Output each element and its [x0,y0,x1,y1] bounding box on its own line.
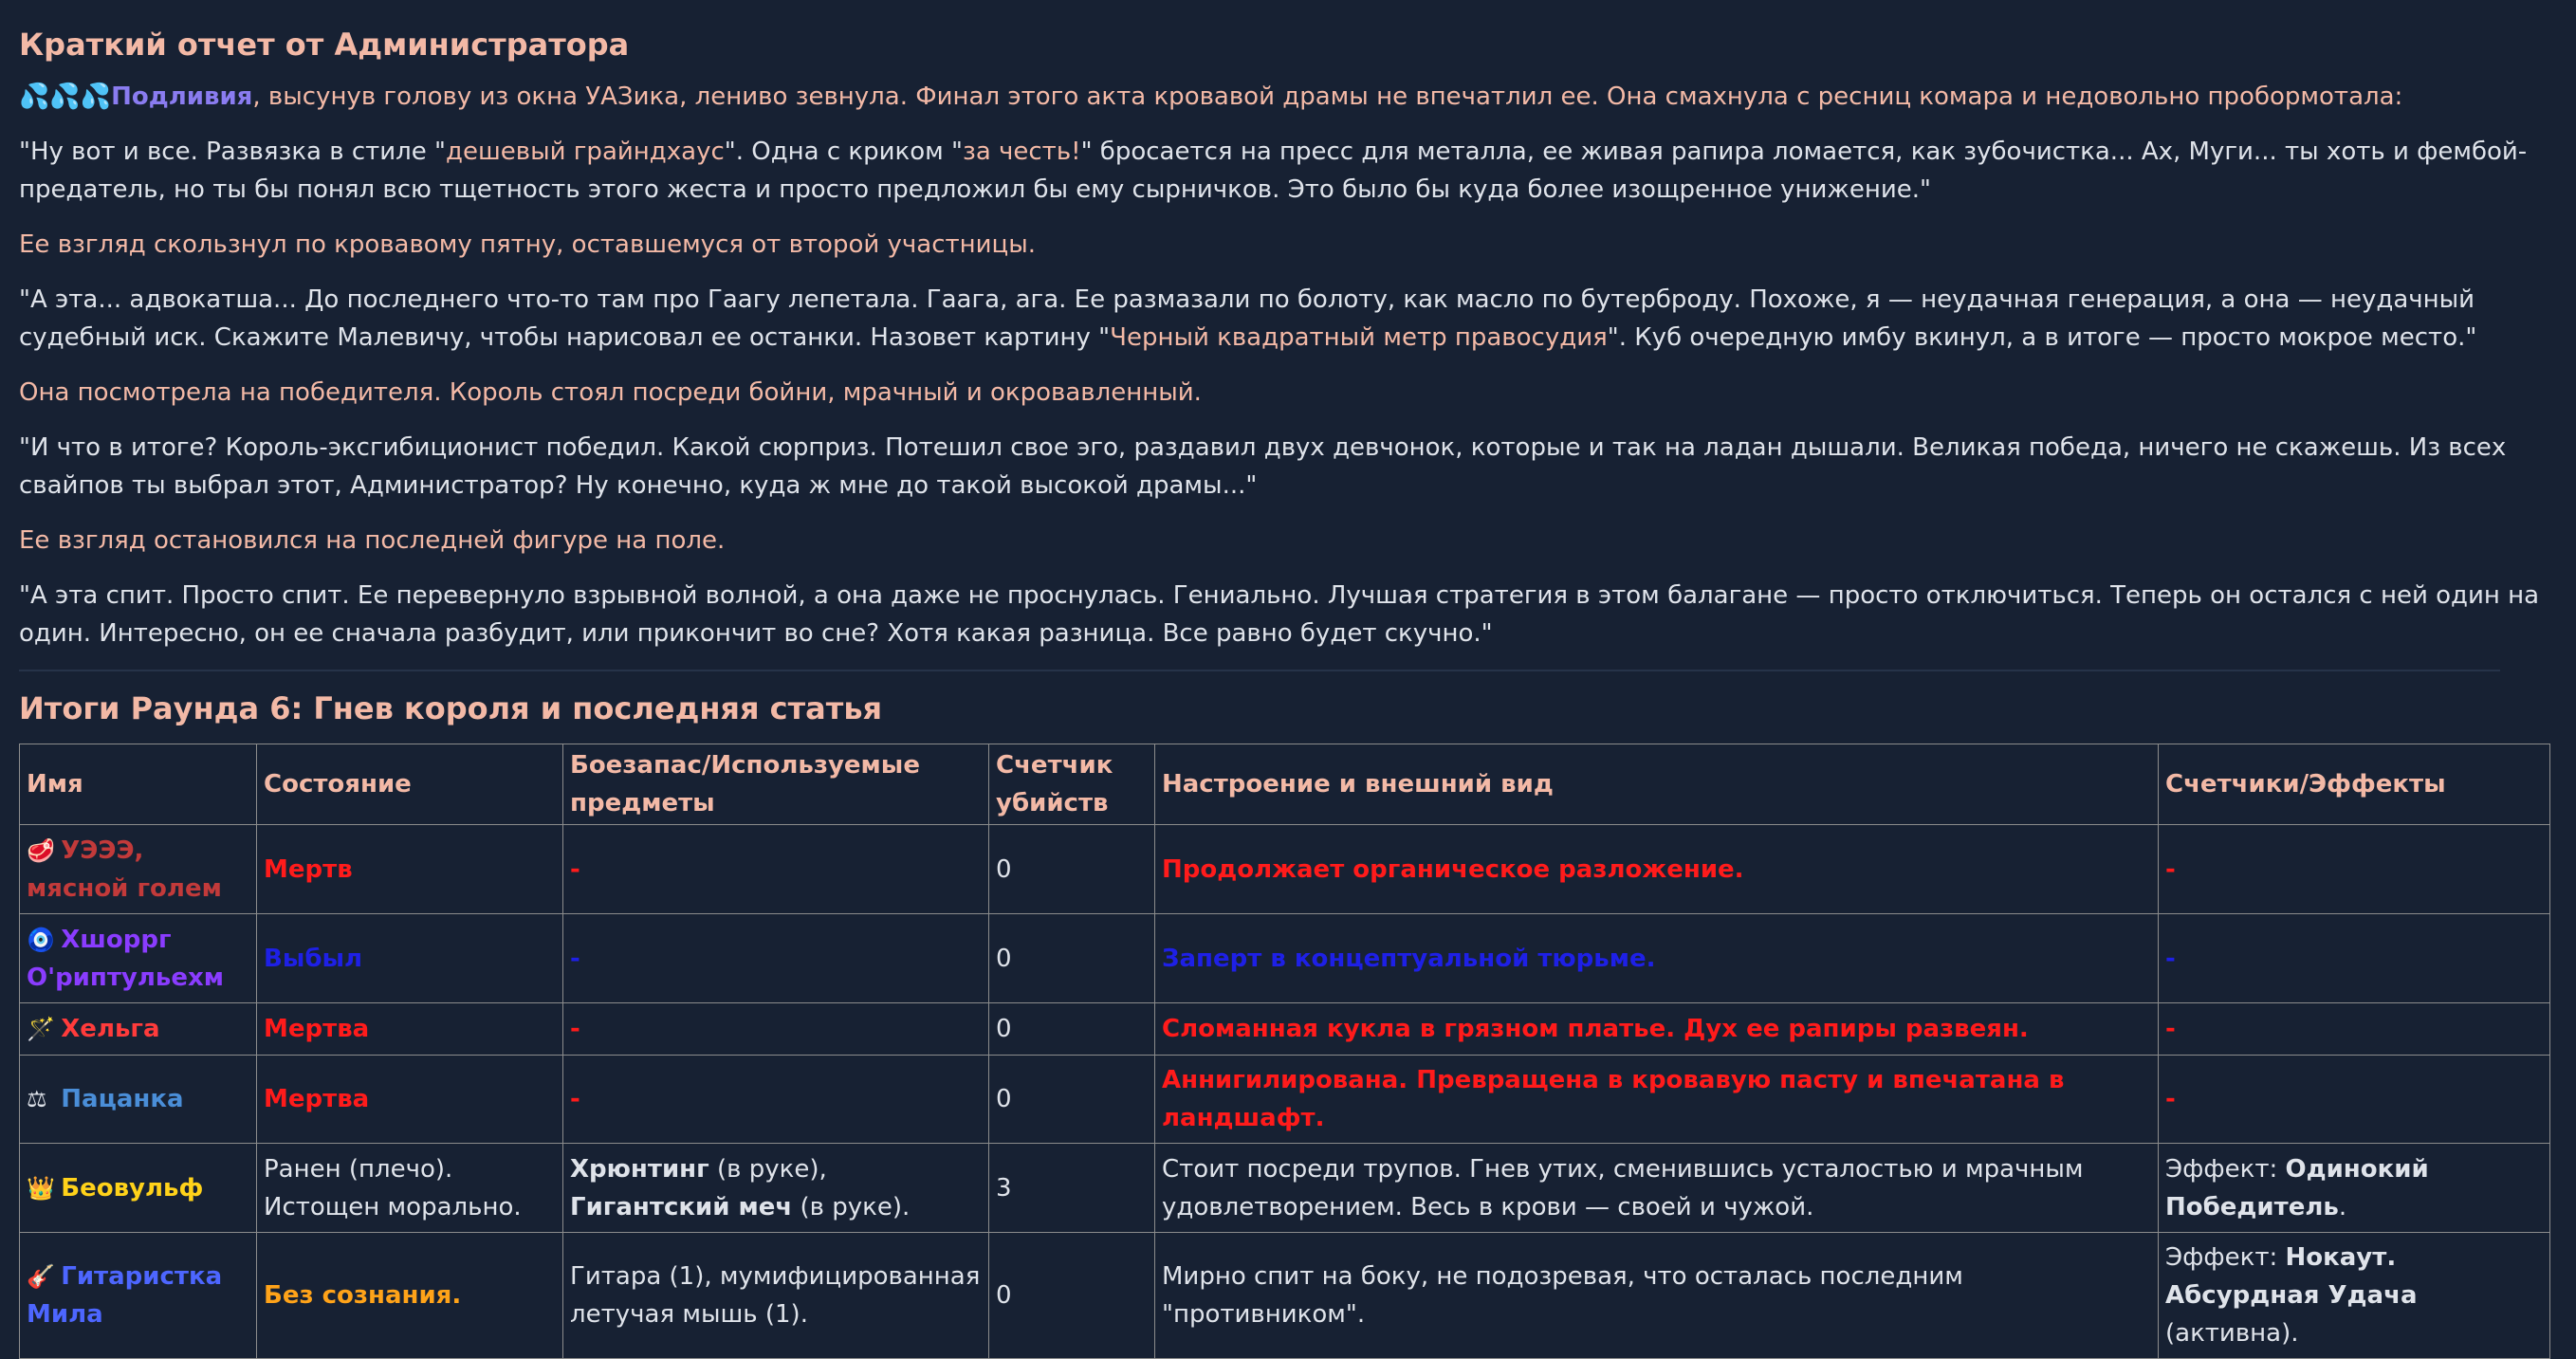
effect-suffix: . [2338,1192,2347,1221]
table-row [20,1233,2550,1359]
effect-name: Нокаут. Абсурдная Удача [2165,1243,2418,1310]
effect-suffix: (активна). [2165,1319,2299,1348]
cell-state: Ранен (плечо). Истощен морально. [257,1144,563,1233]
quote-1 [19,133,2557,209]
quote-1-text-b: ". Одна с криком " [724,138,963,166]
cell-items: Гитара (1), мумифицированная летучая мышь (1). [563,1233,989,1359]
scales-icon: ⚖ [27,1086,47,1112]
effect-label: Эффект: [2165,1243,2286,1272]
item-bold: Хрюнтинг [570,1154,709,1184]
character-name: Беовульф [61,1173,204,1203]
item-bold: Гигантский меч [570,1192,793,1221]
meat-icon: 🥩 [27,836,55,864]
cell-state: Мертва [257,1056,563,1144]
table-row [20,1003,2550,1056]
table-header-row [20,744,2550,825]
guitar-icon: 🎸 [27,1263,55,1290]
table-row [20,825,2550,914]
quote-1-highlight-1: дешевый грайндхаус [446,138,725,166]
narration-1: Ее взгляд скользнул по кровавому пятну, оставшемуся от второй участницы. [19,230,1037,259]
cell-name [20,914,257,1003]
cell-items: - [563,825,989,914]
npc-name: Подливия [111,83,253,111]
cell-effects: - [2159,825,2550,914]
cell-kills: 3 [989,1144,1155,1233]
cell-state: Без сознания. [257,1233,563,1359]
quote-2-highlight: Черный квадратный метр правосудия [1110,323,1608,352]
cell-name [20,1056,257,1144]
quote-1-text-a: "Ну вот и все. Развязка в стиле " [19,138,446,166]
droplets-icon: 💦💦💦 [19,83,112,111]
header-mood: Настроение и внешний вид [1155,744,2159,825]
cell-effects: - [2159,914,2550,1003]
narration-3: Ее взгляд остановился на последней фигуре на поле. [19,526,726,555]
effect-label: Эффект: [2165,1154,2286,1184]
cell-name [20,1144,257,1233]
quote-1-text-c: " бросается на пресс для металла, ее живая рапира ломается, как зубочистка... Ах, Муги... ты хоть и фембой-предатель, но ты бы понял всю тщетность этого жеста и просто предложил бы ему сырничков. Это было бы куда более изощренное унижение." [19,138,2528,204]
cell-mood: Заперт в концептуальной тюрьме. [1155,914,2159,1003]
divider [19,670,2500,671]
cell-kills: 0 [989,825,1155,914]
character-name: УЭЭЭ, мясной голем [27,836,222,903]
quote-2-text-b: ". Куб очередную имбу вкинул, а в итоге — просто мокрое место." [1607,323,2477,352]
cell-name [20,825,257,914]
character-name: Гитаристка Мила [27,1262,223,1329]
cell-effects: - [2159,1056,2550,1144]
cell-name [20,1003,257,1056]
cell-state: Мертв [257,825,563,914]
cell-items: - [563,914,989,1003]
wand-icon: 🪄 [27,1016,55,1042]
header-effects: Счетчики/Эффекты [2159,744,2550,825]
quote-1-highlight-2: за честь! [963,138,1081,166]
character-name: Хшоррг О'риптульехм [27,925,225,992]
character-name: Пацанка [61,1085,184,1113]
amulet-icon: 🧿 [27,926,55,953]
cell-effects: - [2159,1003,2550,1056]
narration-2: Она посмотрела на победителя. Король стоял посреди бойни, мрачный и окровавленный. [19,378,1202,407]
cell-name [20,1233,257,1359]
cell-effects [2159,1233,2550,1359]
effect-name: Одинокий Победитель [2165,1154,2429,1221]
cell-kills: 0 [989,1056,1155,1144]
quote-2 [19,281,2557,357]
cell-effects [2159,1144,2550,1233]
cell-items [563,1144,989,1233]
cell-mood: Аннигилирована. Превращена в кровавую пасту и впечатана в ландшафт. [1155,1056,2159,1144]
table-row [20,1056,2550,1144]
round-title: Итоги Раунда 6: Гнев короля и последняя статья [19,690,883,726]
crown-icon: 👑 [27,1174,55,1202]
cell-kills: 0 [989,914,1155,1003]
quote-2-text-a: "А эта... адвокатша... До последнего что-то там про Гаагу лепетала. Гаага, ага. Ее размазали по болоту, как масло по бутерброду. Похоже, я — неудачная генерация, а она — неудачный судебный иск. Скажите Малевичу, чтобы нарисовал ее останки. Назовет картину " [19,285,2475,352]
item-note: (в руке). [792,1192,911,1221]
character-name: Хельга [61,1015,160,1043]
header-name: Имя [20,744,257,825]
quote-4: "А эта спит. Просто спит. Ее перевернуло взрывной волной, а она даже не проснулась. Гениально. Лучшая стратегия в этом балагане — просто отключиться. Теперь он остался с ней один на один. Интересно, он ее сначала разбудит, или прикончит во сне? Хотя какая разница. Все равно будет скучно." [19,581,2540,648]
cell-mood: Стоит посреди трупов. Гнев утих, сменившись усталостью и мрачным удовлетворением. Весь в крови — своей и чужой. [1155,1144,2159,1233]
cell-mood: Мирно спит на боку, не подозревая, что осталась последним "противником". [1155,1233,2159,1359]
cell-items: - [563,1003,989,1056]
cell-kills: 0 [989,1003,1155,1056]
header-kills: Счетчик убийств [989,744,1155,825]
report-title: Краткий отчет от Администратора [19,27,630,63]
intro-text: , высунув голову из окна УАЗика, лениво зевнула. Финал этого акта кровавой драмы не впечатлил ее. Она смахнула с ресниц комара и недовольно пробормотала: [252,83,2403,111]
table-row [20,1144,2550,1233]
cell-kills: 0 [989,1233,1155,1359]
header-items: Боезапас/Используемые предметы [563,744,989,825]
cell-items: - [563,1056,989,1144]
table-row [20,914,2550,1003]
cell-state: Выбыл [257,914,563,1003]
header-state: Состояние [257,744,563,825]
cell-mood: Сломанная кукла в грязном платье. Дух ее рапиры развеян. [1155,1003,2159,1056]
status-table [19,744,2550,1359]
quote-3: "И что в итоге? Король-эксгибиционист победил. Какой сюрприз. Потешил свое эго, раздавил двух девчонок, которые и так на ладан дышали. Великая победа, ничего не скажешь. Из всех свайпов ты выбрал этот, Администратор? Ну конечно, куда ж мне до такой высокой драмы..." [19,433,2507,500]
cell-mood: Продолжает органическое разложение. [1155,825,2159,914]
cell-state: Мертва [257,1003,563,1056]
intro-paragraph [19,78,2557,116]
item-note: (в руке), [708,1154,827,1184]
